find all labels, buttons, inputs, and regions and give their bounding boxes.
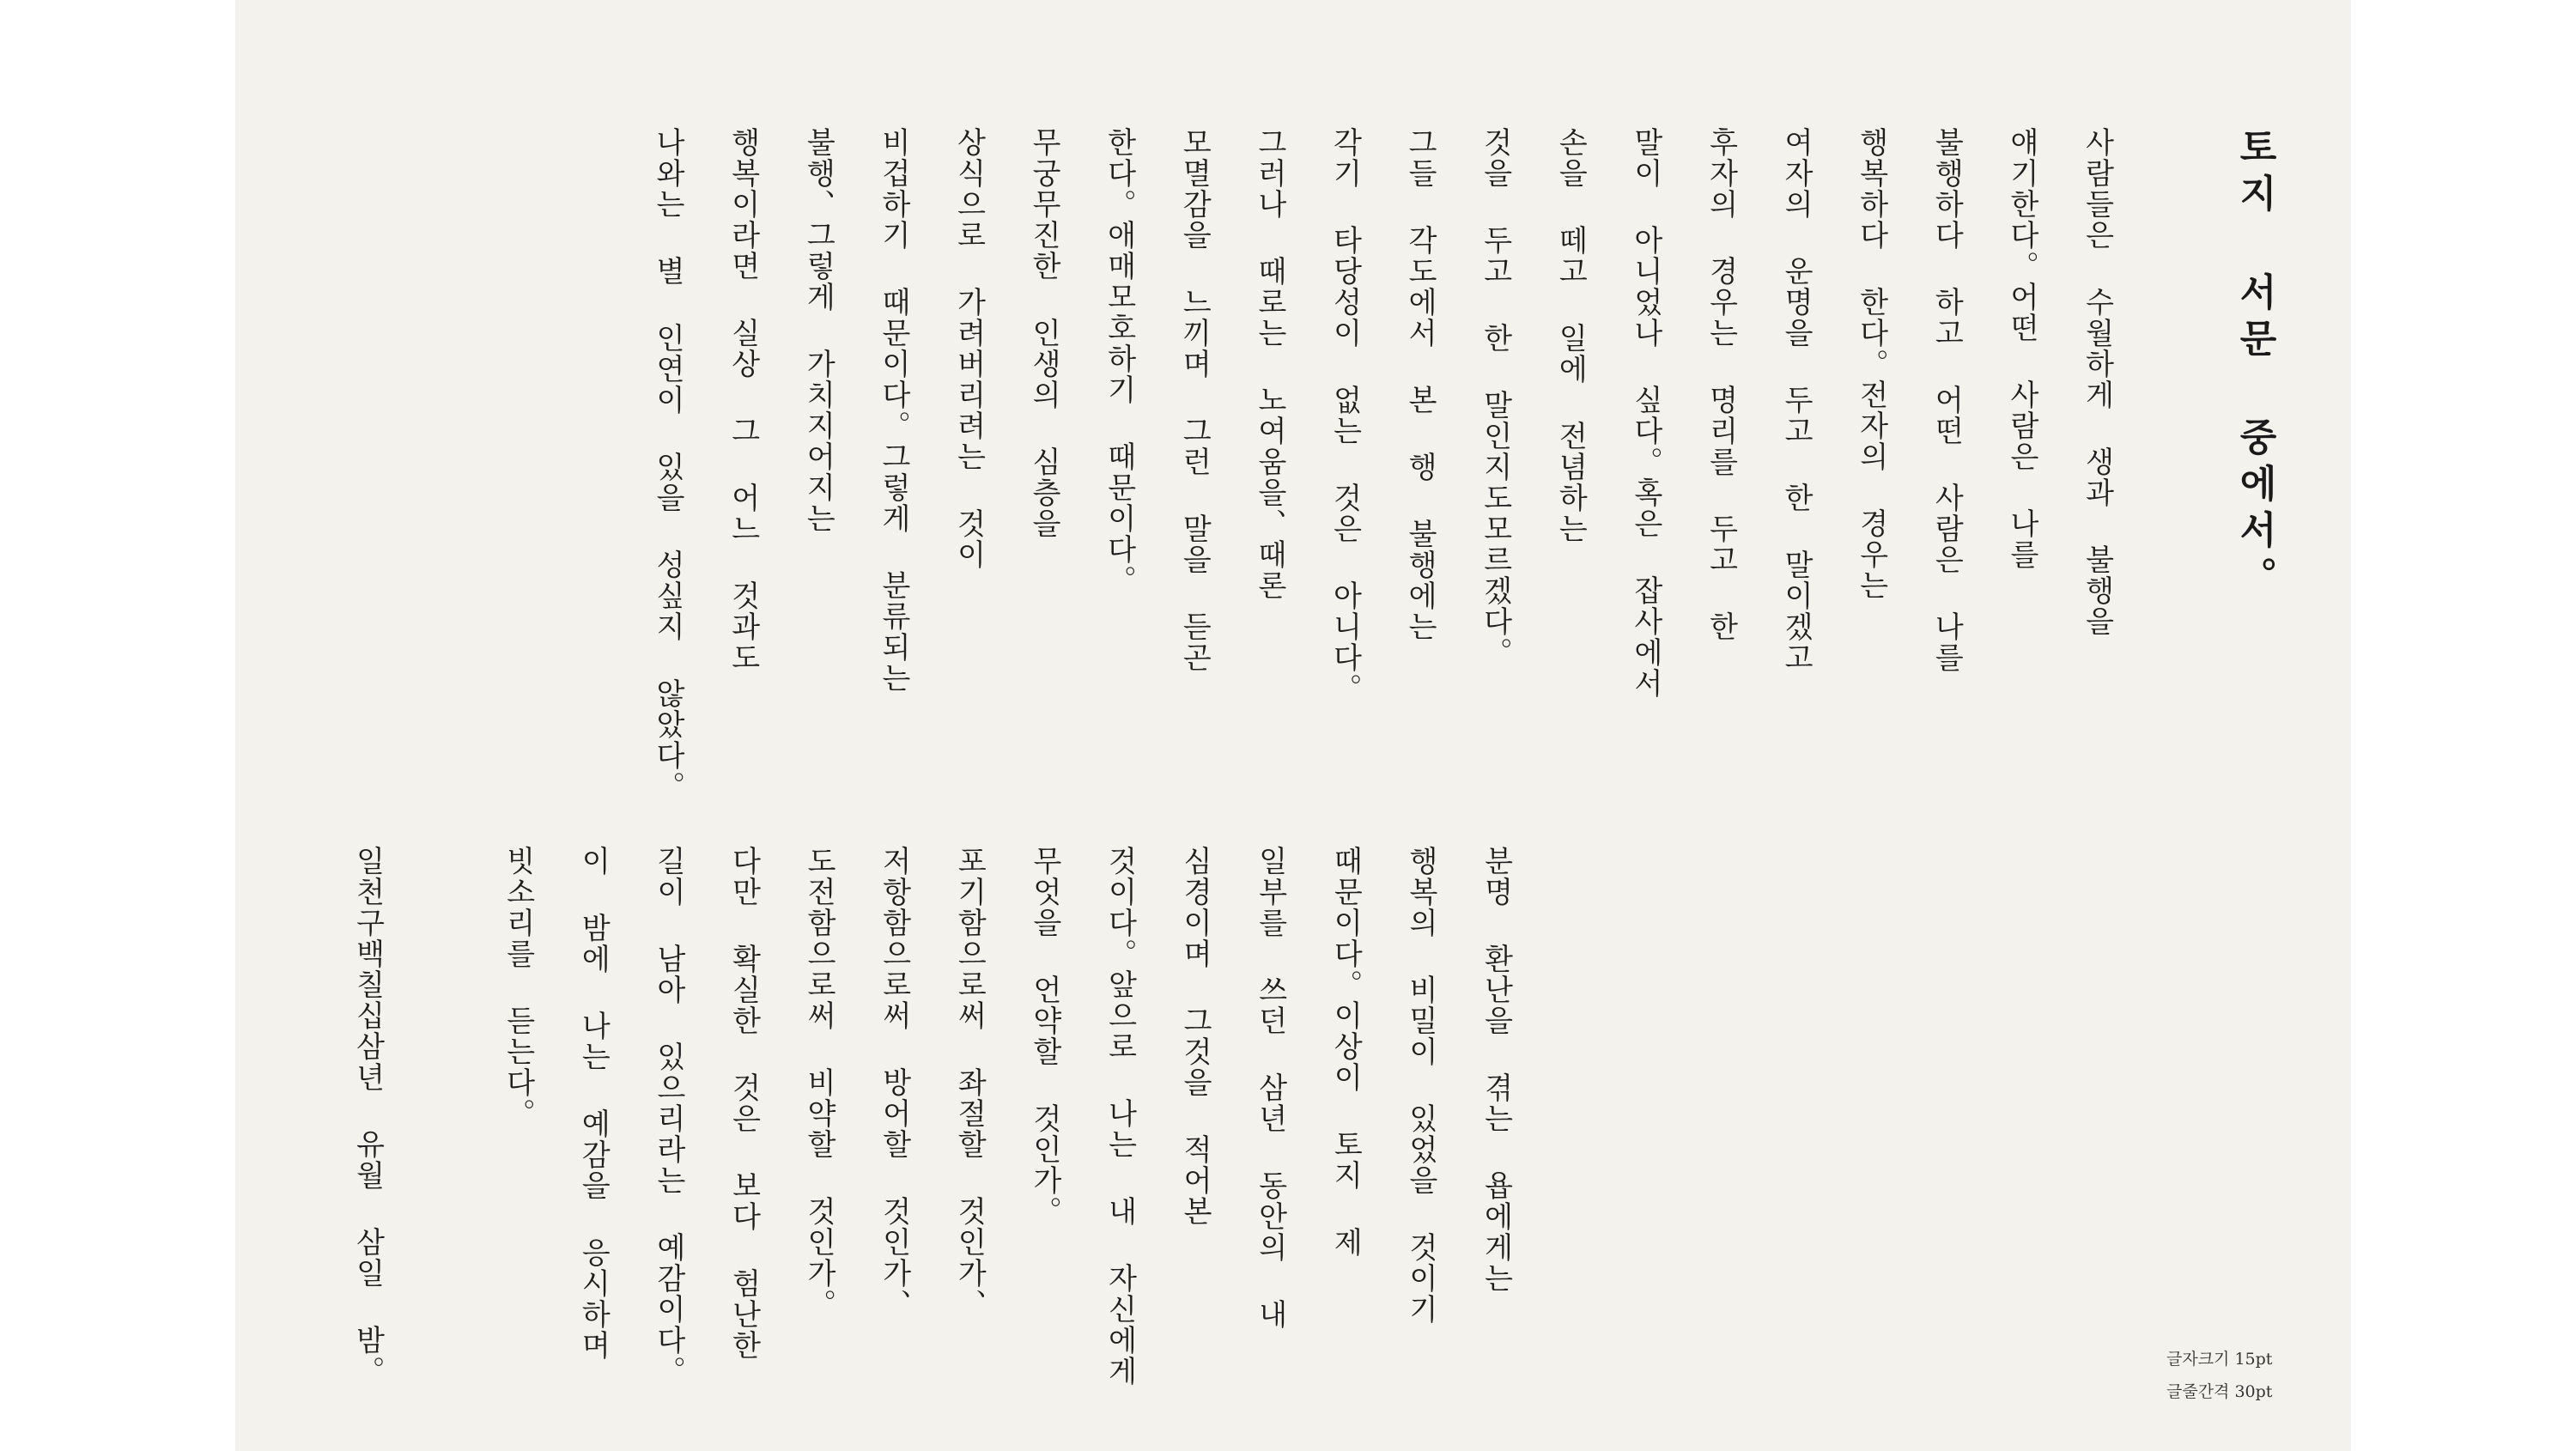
text-column: 포기함으로써 좌절할 것인가、 — [951, 846, 987, 1320]
text-column: 분명 환난을 겪는 욥에게는 — [1479, 846, 1513, 1294]
page-title: 토지 서문 중에서。 — [2233, 127, 2276, 603]
text-column: 손을 떼고 일에 전념하는 — [1552, 127, 1588, 544]
text-column: 후자의 경우는 명리를 두고 한 — [1704, 127, 1738, 642]
text-column: 사람들은 수월하게 생과 불행을 — [2080, 127, 2114, 637]
text-column: 것이다。앞으로 나는 내 자신에게 — [1103, 846, 1137, 1387]
text-column: 상식으로 가려버리려는 것이 — [951, 127, 986, 570]
text-column: 여자의 운명을 두고 한 말이겠고 — [1778, 127, 1814, 673]
text-column: 빗소리를 듣는다。 — [501, 846, 536, 1129]
text-column: 행복이라면 실상 그 어느 것과도 — [726, 127, 761, 673]
text-column: 심경이며 그것을 적어본 — [1177, 846, 1212, 1227]
text-column: 그들 각도에서 본 행 불행에는 — [1402, 127, 1437, 642]
text-column: 행복의 비밀이 있었을 것이기 — [1403, 846, 1438, 1325]
text-column: 무궁무진한 인생의 심층을 — [1026, 127, 1061, 539]
text-column: 불행하다 하고 어떤 사람은 나를 — [1929, 127, 1964, 673]
text-column: 얘기한다。어떤 사람은 나를 — [2004, 127, 2039, 570]
text-column: 다만 확실한 것은 보다 험난한 — [726, 846, 761, 1361]
text-column: 길이 남아 있으리라는 예감이다。 — [651, 846, 686, 1387]
text-column: 말이 아니었나 싶다。혹은 잡사에서 — [1628, 127, 1663, 699]
text-column: 불행、그렇게 가치지어지는 — [800, 127, 835, 534]
text-column: 그러나 때로는 노여움을、때론 — [1252, 127, 1287, 601]
text-column: 비겁하기 때문이다。그렇게 분류되는 — [876, 127, 911, 694]
date-signature: 일천구백칠십삼년 유월 삼일 밤。 — [350, 846, 385, 1387]
text-column: 도전함으로써 비약할 것인가。 — [801, 846, 836, 1320]
font-size-spec: 글자크기 15pt — [2166, 1350, 2273, 1369]
line-spacing-spec: 글줄간격 30pt — [2166, 1382, 2273, 1401]
text-column: 모멸감을 느끼며 그런 말을 듣곤 — [1176, 127, 1212, 673]
text-column: 것을 두고 한 말인지도모르겠다。 — [1478, 127, 1513, 668]
text-column: 저항함으로써 방어할 것인가、 — [877, 846, 912, 1320]
text-column: 때문이다。이상이 토지 제 — [1327, 846, 1363, 1258]
text-column: 무엇을 언약할 것인가。 — [1027, 846, 1062, 1227]
text-column: 나와는 별 인연이 있을 성싶지 않았다。 — [650, 127, 685, 802]
text-column: 각기 타당성이 없는 것은 아니다。 — [1327, 127, 1362, 704]
text-column: 행복하다 한다。전자의 경우는 — [1854, 127, 1889, 601]
text-column: 이 밤에 나는 예감을 응시하며 — [575, 846, 611, 1361]
text-column: 한다。애매모호하기 때문이다。 — [1102, 127, 1137, 596]
text-column: 일부를 쓰던 삼년 동안의 내 — [1253, 846, 1288, 1330]
